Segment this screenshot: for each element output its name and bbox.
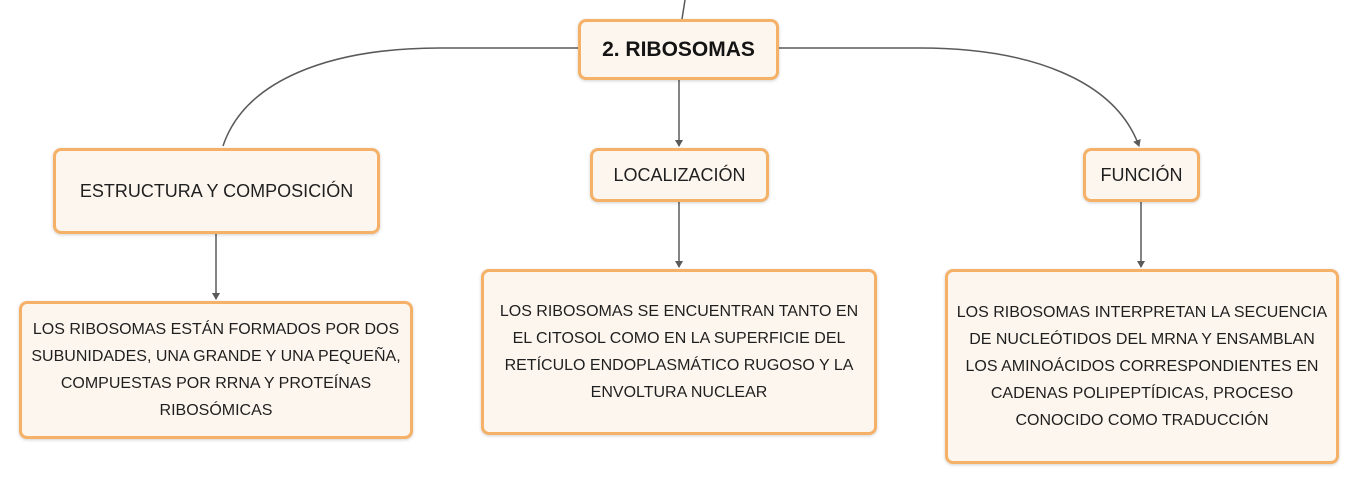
- connector-parent-to-main: [682, 0, 685, 19]
- detail-node-localizacion[interactable]: [481, 269, 877, 435]
- detail-text-estructura: LOS RIBOSOMAS ESTÁN FORMADOS POR DOS SUBUNIDADES, UNA GRANDE Y UNA PEQUEÑA, COMPUESTAS POR RRNA Y PROTEÍNAS RIBOSÓMICAS: [31, 321, 401, 419]
- topic-node-localizacion[interactable]: [590, 148, 769, 202]
- topic-label-funcion: FUNCIÓN: [1100, 164, 1183, 185]
- main-topic-label: 2. RIBOSOMAS: [602, 37, 755, 61]
- topic-label-estructura: ESTRUCTURA Y COMPOSICIÓN: [79, 180, 354, 201]
- topic-node-funcion[interactable]: [1083, 148, 1200, 202]
- main-topic-node[interactable]: [578, 19, 779, 80]
- topic-node-estructura[interactable]: [53, 148, 380, 234]
- detail-text-funcion: LOS RIBOSOMAS INTERPRETAN LA SECUENCIA DE NUCLEÓTIDOS DEL MRNA Y ENSAMBLAN LOS AMINOÁCIDOS CORRESPONDIENTES EN CADENAS POLIPEPTÍDICAS, PROCESO CONOCIDO COMO TRADUCCIÓN: [956, 304, 1328, 429]
- detail-node-estructura[interactable]: [19, 301, 413, 439]
- connector-main-to-funcion: [779, 48, 1139, 146]
- connector-main-to-estructura: [223, 48, 578, 146]
- detail-text-localizacion: LOS RIBOSOMAS SE ENCUENTRAN TANTO EN EL CITOSOL COMO EN LA SUPERFICIE DEL RETÍCULO ENDOPLASMÁTICO RUGOSO Y LA ENVOLTURA NUCLEAR: [499, 303, 859, 401]
- topic-label-localizacion: LOCALIZACIÓN: [613, 164, 746, 185]
- detail-node-funcion[interactable]: [945, 269, 1339, 464]
